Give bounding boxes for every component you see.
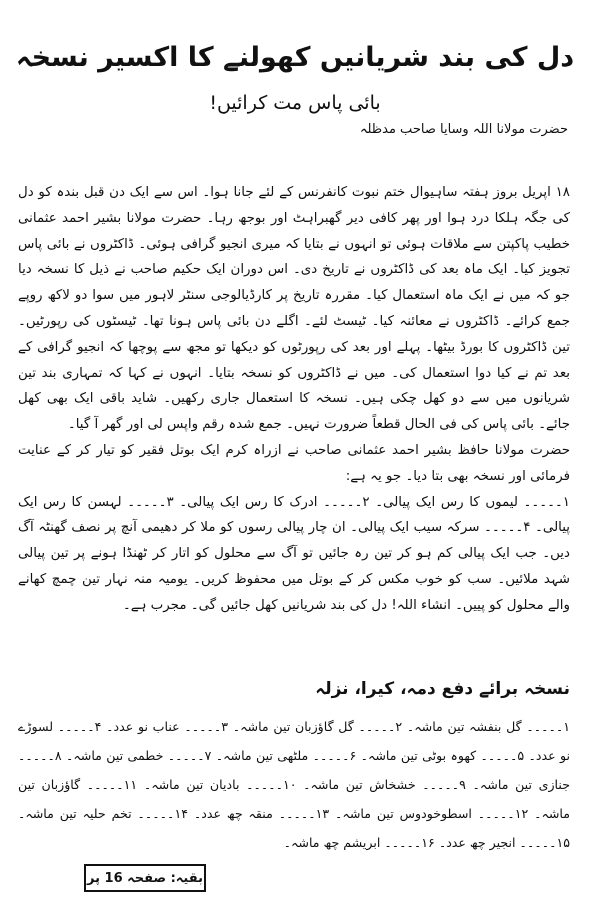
paragraph-1: ۱۸ اپریل بروز ہفتہ ساہیوال ختم نبوت کانفرنس کے لئے جانا ہوا۔ اس سے ایک دن قبل بندہ کو دل کی جگہ ہلکا درد ہوا اور پھر کافی دیر گھبراہٹ اور بوجھ رہا۔ حضرت مولانا بشیر احمد عثمانی خطیب پاکپتن سے ملاقات ہوئی تو انہوں نے بتایا کہ میری انجیو گرافی ہوئی۔ ڈاکٹروں نے بائی پاس تجویز کیا۔ ایک ماہ بعد کی ڈاکٹروں نے تاریخ دی۔ اس دوران ایک حکیم صاحب نے ذیل کا نسخہ دیا جو کہ میں نے ایک ماہ استعمال کیا۔ مقررہ تاریخ پر کارڈیالوجی سنٹر لاہور میں سوا دو لاکھ روپے جمع کرائے۔ ڈاکٹروں نے معائنہ کیا۔ ٹیسٹ لئے۔ اگلے دن بائی پاس ہونا تھا۔ ٹیسٹوں کی رپورٹیں۔ تین ڈاکٹروں کا بورڈ بیٹھا۔ پہلے اور بعد کی رپورٹوں کو دیکھا تو مجھ سے پوچھا کہ انجیو گرافی کے بعد تم نے کیا دوا استعمال کی۔ میں نے ڈاکٹروں کو نسخہ بتایا۔ انہوں نے کہا کہ تمہاری بند تین شریانوں میں سے دو کھل چکی ہیں۔ نسخہ کا استعمال جاری رکھیں۔ شاید باقی ایک بھی کھل جائے۔ بائی پاس کی فی الحال قطعاً ضرورت نہیں۔ جمع شدہ رقم واپس لی اور گھر آ گیا۔ [18,185,570,433]
section-heading: نسخہ برائے دفع دمہ، کیرا، نزلہ [315,679,570,699]
continued-reference-box: بقیہ: صفحہ 16 پر [84,864,206,892]
paragraph-2: حضرت مولانا حافظ بشیر احمد عثمانی صاحب نے ازراہ کرم ایک بوتل فقیر کو تیار کر کے عنایت فرمائی اور نسخہ بھی بتا دیا۔ جو یہ ہے: [18,442,570,484]
article-body [18,180,570,619]
article-author: حضرت مولانا اللہ وسایا صاحب مدظلہ [359,122,568,137]
herbs-list [18,712,570,857]
recipe-text: ۱۔۔۔۔۔ لیموں کا رس ایک پیالی۔ ۲۔۔۔۔۔ ادرک کا رس ایک پیالی۔ ۳۔۔۔۔۔ لہسن کا رس ایک پیالی۔ ۴۔۔۔۔۔ سرکہ سیب ایک پیالی۔ ان چار پیالی رسوں کو ملا کر دھیمی آنچ پر نصف گھنٹہ آگ دیں۔ جب ایک پیالی کم ہو کر تین رہ جائیں تو آگ سے محلول کو اتار کر ٹھنڈا ہونے پر تین پیالی شہد ملائیں۔ سب کو خوب مکس کر کے بوتل میں محفوظ کریں۔ یومیہ منہ نہار تین چمچ کھانے والے محلول کو پییں۔ انشاء اللہ! دل کی بند شریانیں کھل جائیں گی۔ مجرب ہے۔ [18,494,570,613]
herbs-text: ۱۔۔۔۔۔ گل بنفشہ تین ماشہ۔ ۲۔۔۔۔۔ گل گاؤزبان تین ماشہ۔ ۳۔۔۔۔۔ عناب نو عدد۔ ۴۔۔۔۔۔ لسوڑے نو عدد۔ ۵۔۔۔۔۔ کھوہ بوٹی تین ماشہ۔ ۶۔۔۔۔۔ ملٹھی تین ماشہ۔ ۷۔۔۔۔۔ خطمی تین ماشہ۔ ۸۔۔۔۔۔ جنازی تین ماشہ۔ ۹۔۔۔۔۔ خشخاش تین ماشہ۔ ۱۰۔۔۔۔۔ بادیان تین ماشہ۔ ۱۱۔۔۔۔۔ گاؤزبان تین ماشہ۔ ۱۲۔۔۔۔۔ اسطوخودوس تین ماشہ۔ ۱۳۔۔۔۔۔ منقہ چھ عدد۔ ۱۴۔۔۔۔۔ تخم حلیہ تین ماشہ۔ ۱۵۔۔۔۔۔ انجیر چھ عدد۔ ۱۶۔۔۔۔۔ ابریشم چھ ماشہ۔ [18,719,571,850]
article-subtitle: بائی پاس مت کرائیں! [209,92,381,114]
article-title: دل کی بند شریانیں کھولنے کا اکسیر نسخہ [15,42,575,73]
